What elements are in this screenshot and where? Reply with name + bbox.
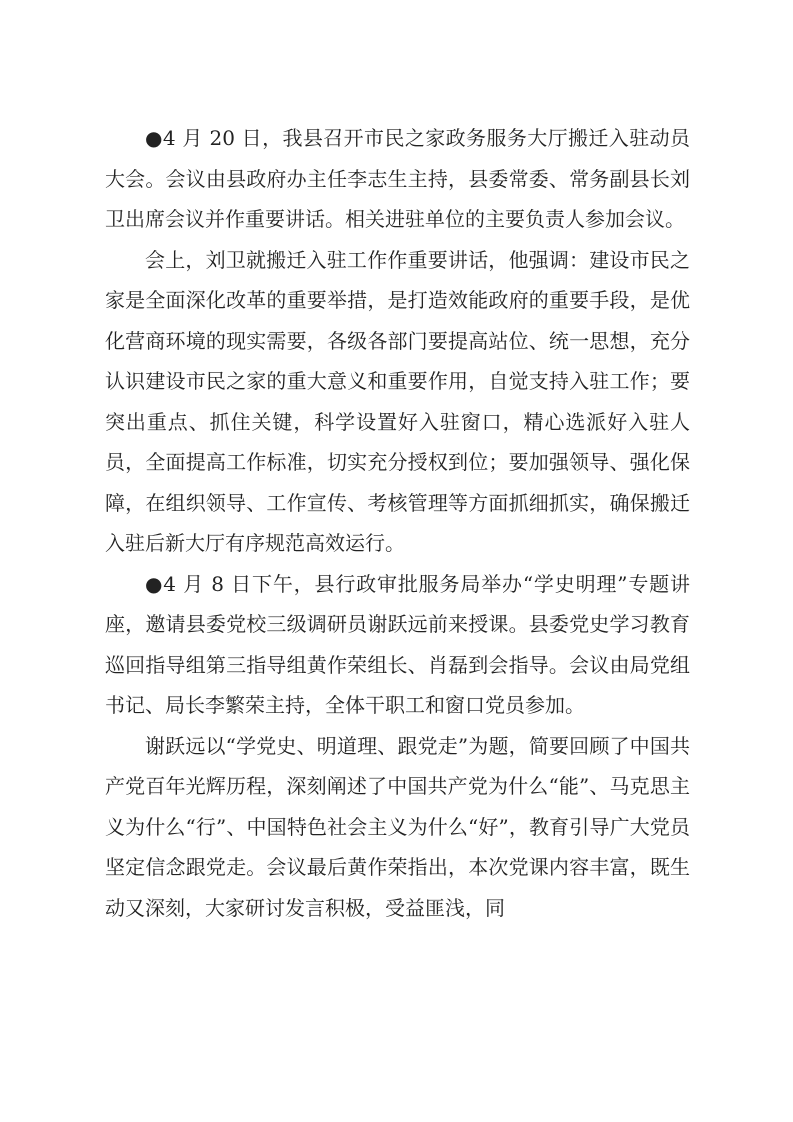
document-body bbox=[105, 118, 690, 928]
paragraph-lecture-content: 谢跃远以“学党史、明道理、跟党走”为题，简要回顾了中国共产党百年光辉历程，深刻阐述了中国共产党为什么“能”、马克思主义为什么“行”、中国特色社会主义为什么“好”，教育引导广大党员坚定信念跟党走。会议最后黄作荣指出，本次党课内容丰富，既生动又深刻，大家研讨发言积极，受益匪浅，同 bbox=[105, 733, 690, 920]
paragraph-history-lecture: ●4 月 8 日下午，县行政审批服务局举办“学史明理”专题讲座，邀请县委党校三级调研员谢跃远前来授课。县委党史学习教育巡回指导组第三指导组黄作荣组长、肖磊到会指导。会议由局党组书记、局长李繁荣主持，全体干职工和窗口党员参加。 bbox=[105, 571, 690, 717]
paragraph-speech-details: 会上，刘卫就搬迁入驻工作作重要讲话，他强调：建设市民之家是全面深化改革的重要举措，是打造效能政府的重要手段，是优化营商环境的现实需要，各级各部门要提高站位、统一思想，充分认识建设市民之家的重大意义和重要作用，自觉支持入驻工作；要突出重点、抓住关键，科学设置好入驻窗口，精心选派好入驻人员，全面提高工作标准，切实充分授权到位；要加强领导、强化保障，在组织领导、工作宣传、考核管理等方面抓细抓实，确保搬迁入驻后新大厅有序规范高效运行。 bbox=[105, 247, 690, 555]
paragraph-mobilization-meeting: ●4 月 20 日，我县召开市民之家政务服务大厅搬迁入驻动员大会。会议由县政府办主任李志生主持，县委常委、常务副县长刘卫出席会议并作重要讲话。相关进驻单位的主要负责人参加会议。 bbox=[105, 126, 690, 231]
